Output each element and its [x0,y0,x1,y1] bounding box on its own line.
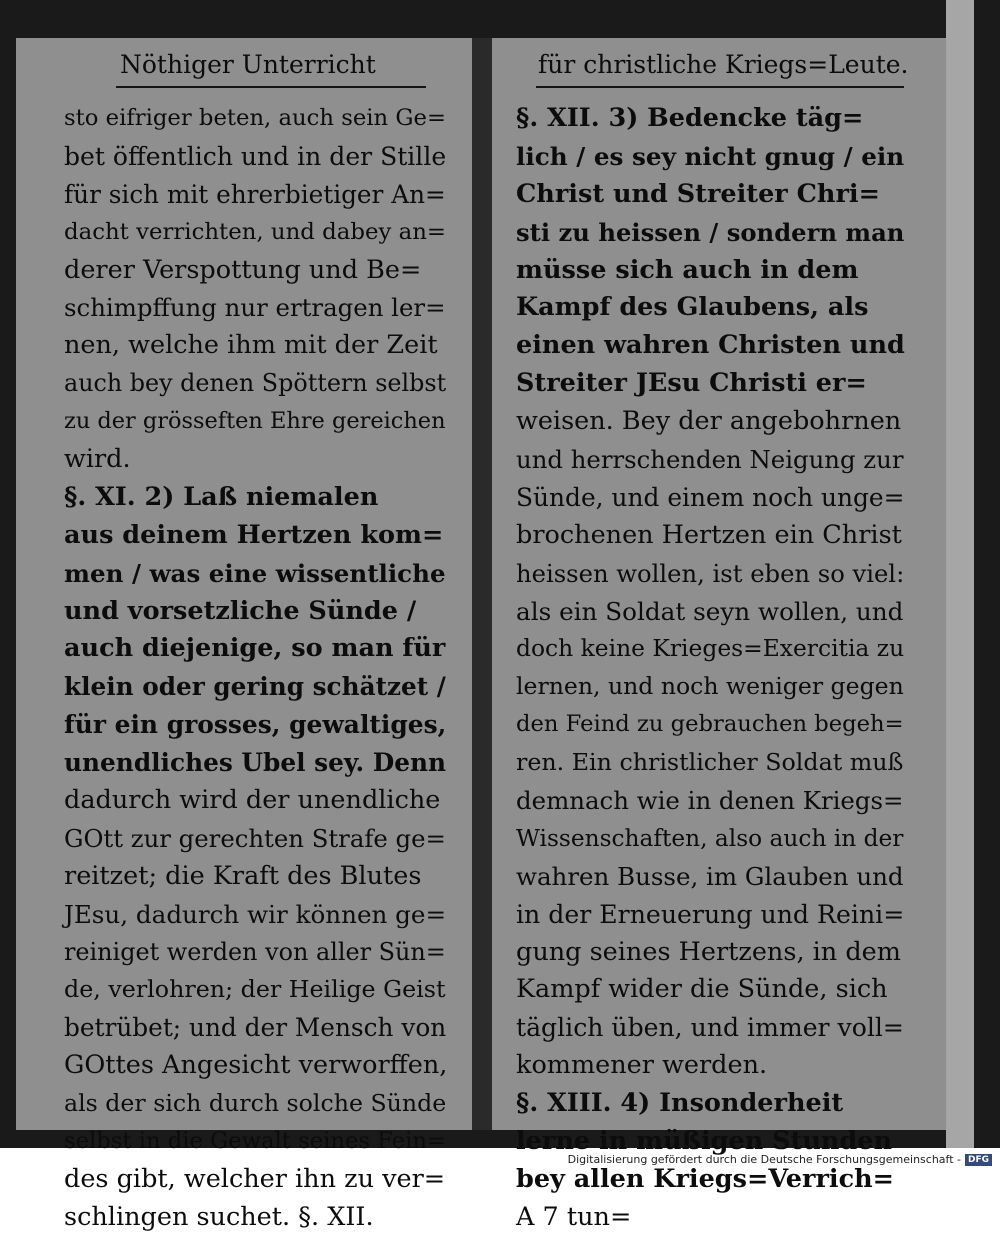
text-line: klein oder gering schätzet / [64,672,446,702]
text-line: und vorsetzliche Sünde / [64,595,417,626]
text-line: GOttes Angesicht verworffen, [64,1050,448,1081]
right-header-rule [536,86,904,88]
text-line: heissen wollen, ist eben so viel: [516,558,905,588]
book-gutter [472,38,492,1130]
text-line: de, verlohren; der Heilige Geist [64,975,446,1004]
text-line: reiniget werden von aller Sün= [64,937,446,966]
text-line: kommener werden. [516,1050,768,1081]
text-line: als ein Soldat seyn wollen, und [516,596,904,626]
text-line: demnach wie in denen Kriegs= [516,786,904,816]
text-line: Christ und Streiter Chri= [516,178,880,209]
text-line: den Feind zu gebrauchen begeh= [516,711,904,738]
left-page-header: Nöthiger Unterricht [120,50,376,79]
text-line: bet öffentlich und in der Stille [64,141,447,171]
text-line: sto eifriger beten, auch sein Ge= [64,105,446,131]
text-line: men / was eine wissentliche [64,558,446,588]
text-line: brochenen Hertzen ein Christ [516,519,902,550]
text-line: Kampf wider die Sünde, sich [516,974,888,1005]
text-line: wird. [64,444,131,475]
text-line: Wissenschaften, also auch in der [516,824,904,852]
text-line: auch diejenige, so man für [64,633,446,664]
next-page-edge [946,0,974,1148]
text-line: GOtt zur gerechten Strafe ge= [64,823,446,853]
text-line: für sich mit ehrerbietiger An= [64,179,446,209]
text-line: §. XIII. 4) Insonderheit [516,1088,844,1119]
text-line: schlingen suchet. §. XII. [64,1201,374,1232]
text-line: und herrschenden Neigung zur [516,445,904,475]
dfg-logo: DFG [965,1154,992,1166]
left-header-rule [116,86,426,88]
text-line: dadurch wird der unendliche [64,785,441,816]
text-line: gung seines Hertzens, in dem [516,936,901,967]
text-line: des gibt, welcher ihn zu ver= [64,1163,446,1194]
text-line: derer Verspottung und Be= [64,254,422,285]
left-page [16,38,472,1232]
text-line: selbst in die Gewalt seines Fein= [64,1128,446,1155]
text-line: aus deinem Hertzen kom= [64,519,444,550]
text-line: unendliches Ubel sey. Denn [64,748,446,778]
text-line: A 7 tun= [516,1201,632,1232]
text-line: auch bey denen Spöttern selbst [64,369,447,398]
text-line: für ein grosses, gewaltiges, [64,710,447,740]
right-page-header: für christliche Kriegs=Leute. [538,50,909,79]
text-line: als der sich durch solche Sünde [64,1089,447,1118]
text-line: Streiter JEsu Christi er= [516,368,867,399]
text-line: betrübet; und der Mensch von [64,1013,447,1043]
text-line: müsse sich auch in dem [516,254,859,285]
text-line: reitzet; die Kraft des Blutes [64,860,422,891]
text-line: einen wahren Christen und [516,330,905,361]
text-line: wahren Busse, im Glauben und [516,861,904,891]
left-page-text [64,100,450,1237]
footer-credit [568,1153,992,1167]
text-line: in der Erneuerung und Reini= [516,899,905,929]
text-line: JEsu, dadurch wir können ge= [64,899,447,929]
text-line: Kampf des Glaubens, als [516,292,869,323]
right-page-text [516,100,908,1237]
text-line: schimpffung nur ertragen ler= [64,293,446,323]
footer-text: Digitalisierung gefördert durch die Deutsche Forschungsgemeinschaft - [567,1153,961,1166]
text-line: §. XI. 2) Laß niemalen [64,481,379,512]
text-line: Sünde, und einem noch unge= [516,482,905,512]
text-line: täglich üben, und immer voll= [516,1013,904,1043]
text-line: weisen. Bey der angebohrnen [516,406,902,437]
text-line: bey allen Kriegs=Verrich= [516,1163,895,1194]
text-line: §. XII. 3) Bedencke täg= [516,103,864,133]
text-line: lich / es sey nicht gnug / ein [516,141,905,171]
text-line: zu der grösseften Ehre gereichen [64,408,446,435]
text-line: sti zu heissen / sondern man [516,217,905,247]
text-line: lernen, und noch weniger gegen [516,672,904,701]
text-line: ren. Ein christlicher Soldat muß [516,748,904,777]
text-line: dacht verrichten, und dabey an= [64,218,447,245]
text-line: nen, welche ihm mit der Zeit [64,330,438,361]
text-line: doch keine Krieges=Exercitia zu [516,634,905,663]
text-line: lerne in müßigen Stunden [516,1126,893,1157]
